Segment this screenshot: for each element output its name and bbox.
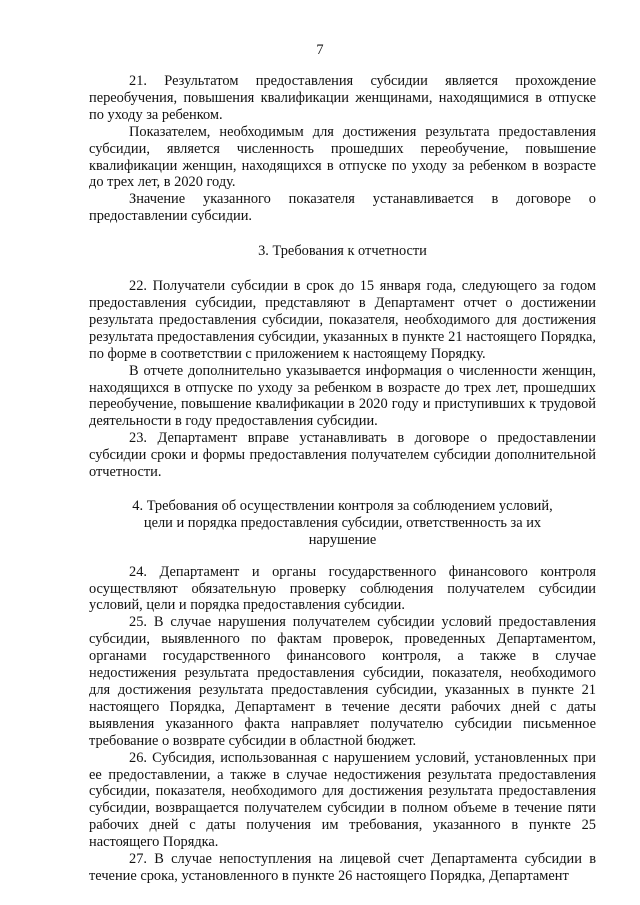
paragraph-22: 22. Получатели субсидии в срок до 15 января года, следующего за годом предоставления субсидии, представляют в Департамент отчет о достижении результата предоставления субсидии, показателя, необходимого для достижения результата предоставления субсидии, указанных в пункте 21 настоящего Порядка, по форме в соответствии с приложением к настоящему Порядку. [89, 278, 596, 362]
paragraph-25: 25. В случае нарушения получателем субсидии условий предоставления субсидии, выявленного по фактам проверок, проведенных Департаментом, органами государственного финансового контроля, а также в случае недостижения результата предоставления субсидии, показателя, необходимого для достижения результата предоставления субсидии, указанных в пункте 21 настоящего Порядка, Департамент в течение десяти рабочих дней с даты выявления указанного факта направляет получателю субсидии письменное требование о возврате субсидии в областной бюджет. [89, 614, 596, 749]
paragraph-24: 24. Департамент и органы государственного финансового контроля осуществляют обязательную проверку соблюдения получателем субсидии условий, цели и порядка предоставления субсидии. [89, 563, 596, 614]
section-4-heading-line-1: 4. Требования об осуществлении контроля за соблюдением условий, [132, 497, 553, 514]
paragraph-21: 21. Результатом предоставления субсидии является прохождение переобучения, повышения квалификации женщинами, находящимися в отпуске по уходу за ребенком. [89, 73, 596, 123]
paragraph-indicator-value: Значение указанного показателя устанавливается в договоре о предоставлении субсидии. [89, 191, 596, 225]
document-body [89, 73, 596, 885]
page-number: 7 [316, 42, 324, 58]
paragraph-23: 23. Департамент вправе устанавливать в договоре о предоставлении субсидии сроки и формы предоставления получателем субсидии дополнительной отчетности. [89, 430, 596, 481]
section-4-heading-line-3: нарушение [308, 531, 377, 548]
paragraph-report-info: В отчете дополнительно указывается информация о численности женщин, находящихся в отпуске по уходу за ребенком в возрасте до трех лет, прошедших переобучение, повышение квалификации в 2020 году и приступивших к трудовой деятельности в году предоставления субсидии. [89, 362, 596, 430]
paragraph-27: 27. В случае непоступления на лицевой счет Департамента субсидии в течение срока, установленного в пункте 26 настоящего Порядка, Департамент [89, 851, 596, 884]
paragraph-26: 26. Субсидия, использованная с нарушением условий, установленных при ее предоставлении, а также в случае недостижения результата предоставления субсидии, показателя, необходимого для достижения результата предоставления субсидии, возвращается получателем субсидии в полном объеме в течение пяти рабочих дней с даты получения им требования, указанного в пункте 25 настоящего Порядка. [89, 749, 596, 851]
paragraph-indicator: Показателем, необходимым для достижения результата предоставления субсидии, является численность прошедших переобучение, повышение квалификации женщин, находящихся в отпуске по уходу за ребенком в возрасте до трех лет, в 2020 году. [89, 123, 596, 191]
section-4-heading-line-2: цели и порядка предоставления субсидии, ответственность за их [143, 514, 542, 531]
section-3-heading: 3. Требования к отчетности [258, 243, 427, 260]
